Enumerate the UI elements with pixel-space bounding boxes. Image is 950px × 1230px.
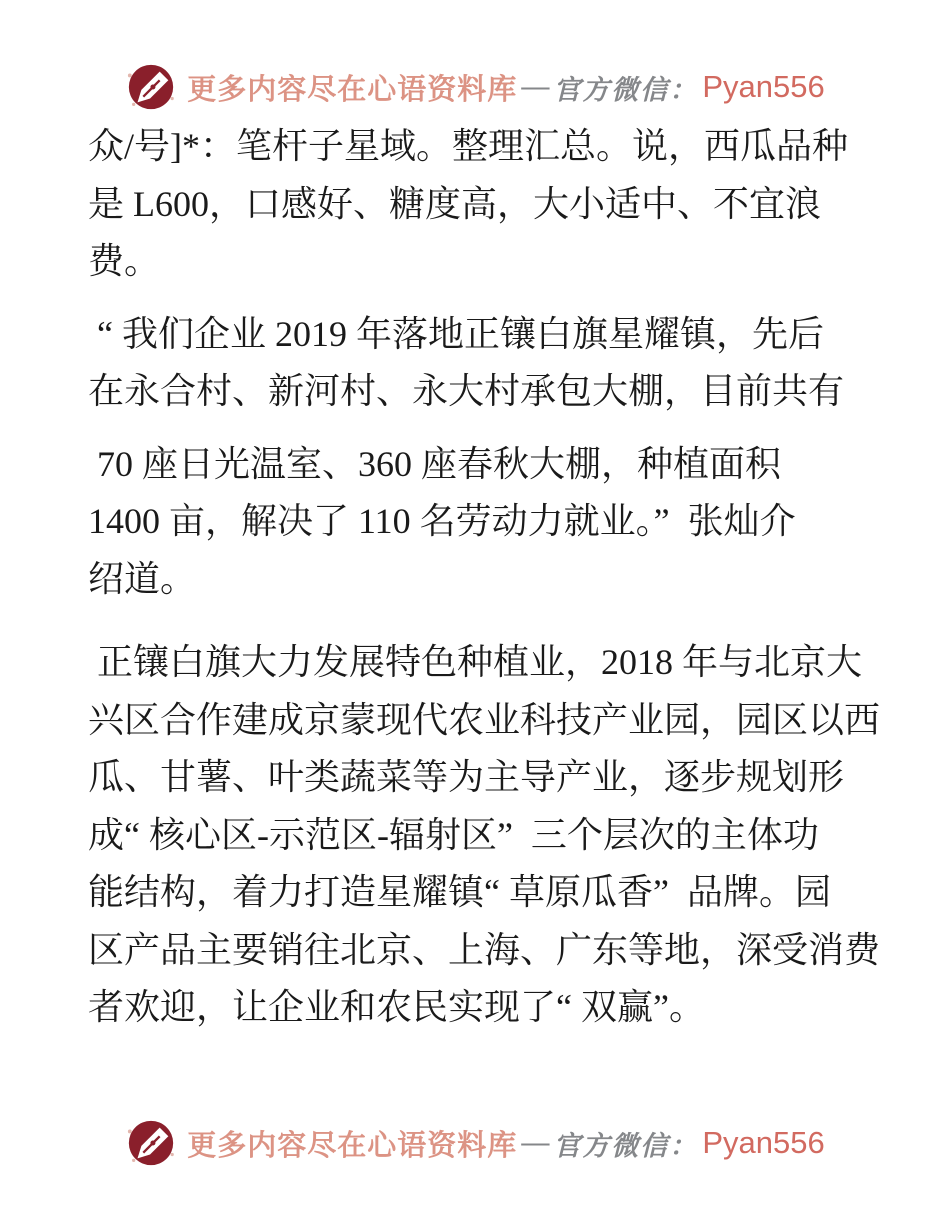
text-line: 成“ 核心区-示范区-辐射区” 三个层次的主体功 (88, 814, 819, 855)
text-line: 瓜、甘薯、叶类蔬菜等为主导产业，逐步规划形 (88, 757, 845, 797)
text-line: 区产品主要销往北京、上海、广东等地，深受消费 (88, 929, 881, 970)
text-line: 正镶白旗大力发展特色种植业，2018 年与北京大 (88, 642, 863, 682)
text-line: “ 我们企业 2019 年落地正镶白旗星耀镇，先后 (88, 313, 824, 354)
document-body (88, 118, 881, 1037)
dash-separator: — (521, 71, 550, 102)
brand-text: 更多内容尽在心语资料库 (187, 1129, 518, 1162)
brand-text: 更多内容尽在心语资料库 (187, 73, 518, 106)
wechat-label: 官方微信： (553, 1130, 699, 1161)
dash-separator: — (521, 1127, 550, 1158)
text-line: 众/号]*：笔杆子星域。整理汇总。说，西瓜品种 (88, 126, 848, 166)
text-line: 能结构，着力打造星耀镇“ 草原瓜香” 品牌。园 (88, 872, 831, 912)
pen-nib-icon (125, 61, 177, 113)
text-line: 在永合村、新河村、永大村承包大棚，目前共有 (88, 371, 845, 411)
text-line: 者欢迎，让企业和农民实现了“ 双赢”。 (88, 987, 705, 1027)
text-line: 费。 (88, 241, 161, 281)
wechat-label: 官方微信： (553, 74, 699, 105)
footer-watermark (0, 1117, 950, 1169)
text-line: 是 L600，口感好、糖度高，大小适中、不宜浪 (88, 183, 821, 224)
text-line: 70 座日光温室、360 座春秋大棚，种植面积 (88, 443, 782, 484)
pen-nib-icon (125, 1117, 177, 1169)
wechat-id: Pyan556 (702, 69, 825, 104)
header-watermark (0, 61, 950, 113)
wechat-id: Pyan556 (702, 1125, 825, 1160)
text-line: 绍道。 (88, 558, 197, 599)
text-line: 1400 亩，解决了 110 名劳动力就业。” 张灿介 (88, 501, 796, 541)
text-line: 兴区合作建成京蒙现代农业科技产业园，园区以西 (88, 699, 881, 740)
